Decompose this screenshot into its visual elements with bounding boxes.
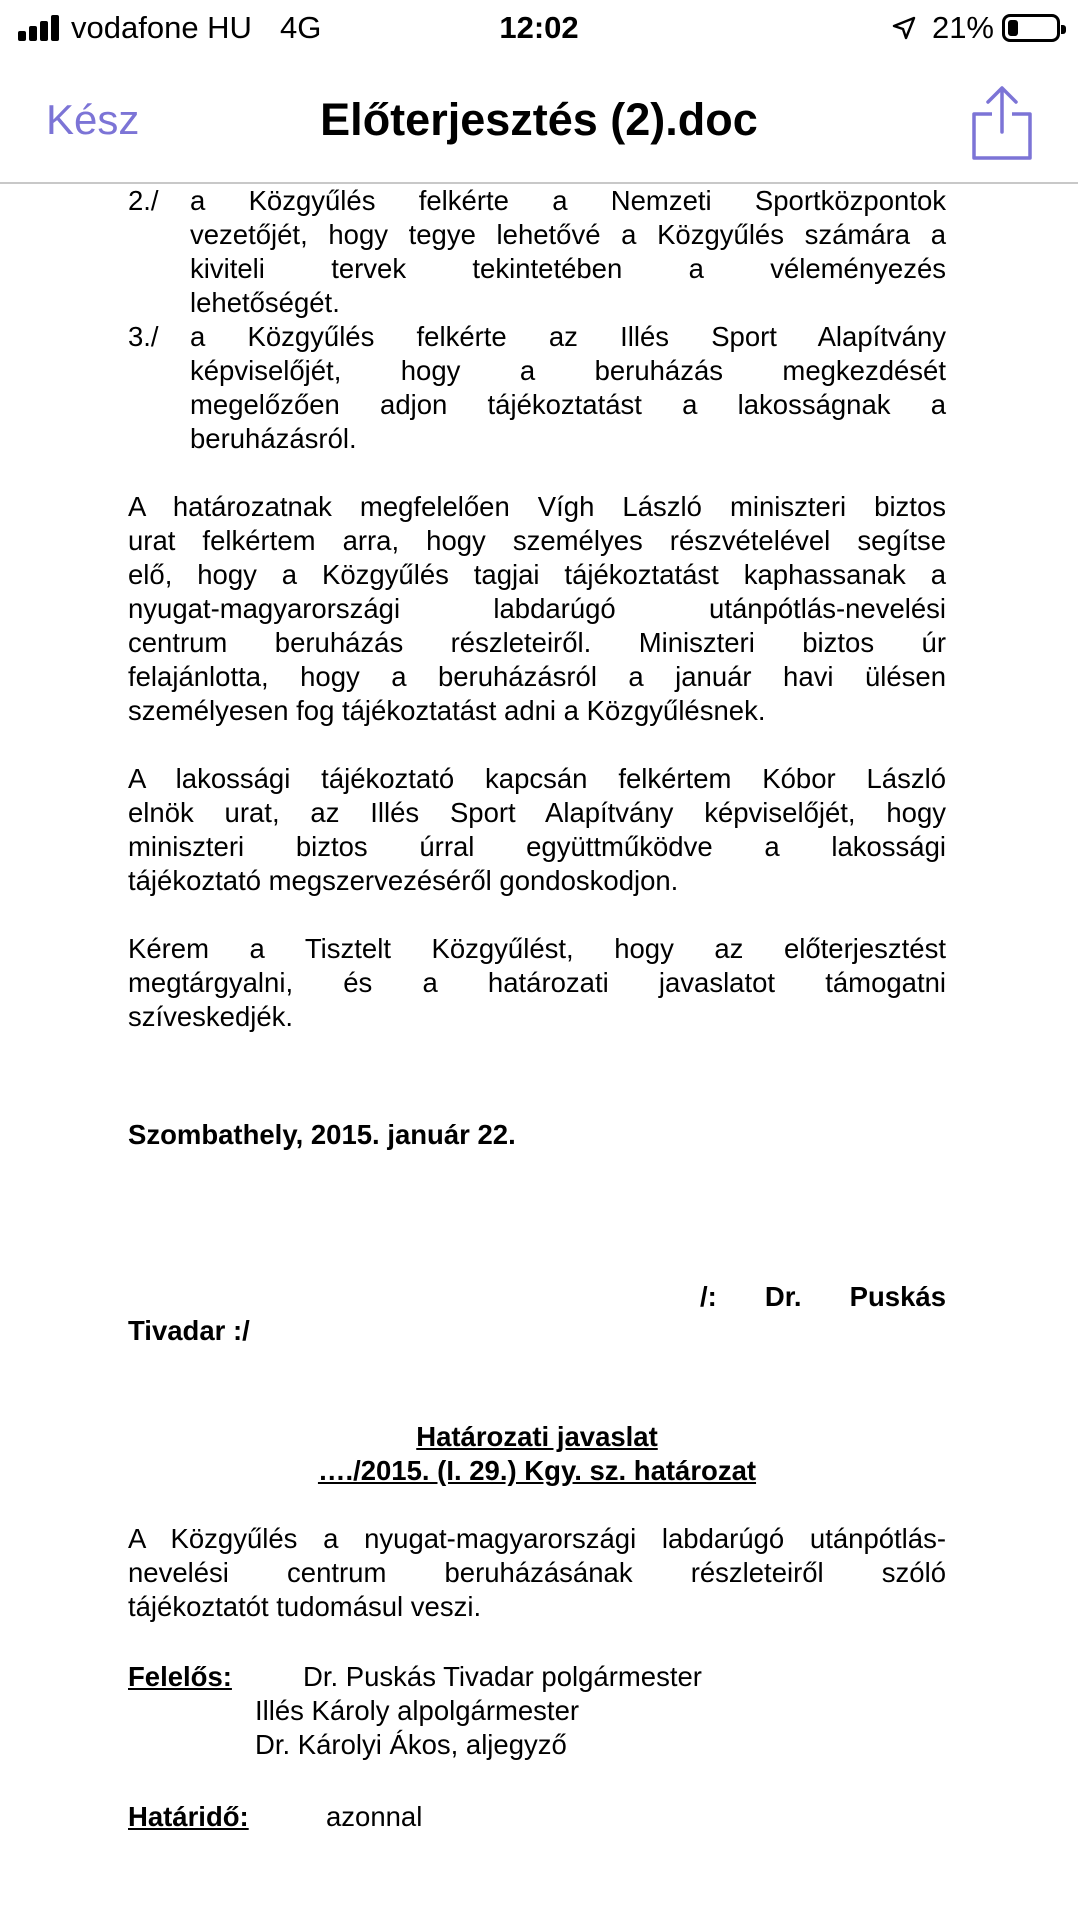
text-line: nyugat-magyarországi labdarúgó utánpótlás-nevelési (128, 593, 946, 624)
done-button[interactable]: Kész (46, 96, 140, 143)
text-line: tájékoztatót tudomásul veszi. (128, 1591, 482, 1622)
network-type: 4G (279, 10, 322, 45)
text-line: lehetőségét. (190, 287, 340, 318)
responsible-label: Felelős: (128, 1661, 232, 1692)
status-time: 12:02 (499, 10, 579, 45)
text-line: beruházásról. (190, 423, 357, 454)
text-line: elő, hogy a Közgyűlés tagjai tájékoztatást kaphassanak a (128, 559, 946, 590)
resolution-title: Határozati javaslat (416, 1421, 658, 1452)
responsible-section (128, 1660, 946, 1762)
list-item-text (190, 184, 946, 320)
text-line: Kérem a Tisztelt Közgyűlést, hogy az előterjesztést (128, 933, 946, 964)
text-line: felajánlotta, hogy a beruházásról a január havi ülésen (128, 661, 946, 692)
resolution-number: …./2015. (I. 29.) Kgy. sz. határozat (317, 1455, 757, 1486)
battery-fill (1008, 20, 1018, 36)
text-line: urat felkértem arra, hogy személyes részvételével segítse (128, 525, 946, 556)
text-line: szíveskedjék. (128, 1001, 294, 1032)
text-line: a Közgyűlés felkérte a Nemzeti Sportközpontok (190, 185, 946, 216)
share-icon[interactable] (970, 82, 1034, 162)
text-line: kiviteli tervek tekintetében a véleményezés (190, 253, 946, 284)
responsible-person: Dr. Puskás Tivadar polgármester (303, 1661, 702, 1692)
text-line: centrum beruházás részleteiről. Miniszteri biztos úr (128, 627, 946, 658)
signature-line: Tivadar :/ (128, 1315, 250, 1346)
responsible-person: Illés Károly alpolgármester (255, 1695, 580, 1726)
document-content (128, 184, 946, 1834)
text-line: megelőzően adjon tájékoztatást a lakosságnak a (190, 389, 946, 420)
battery-percent: 21% (931, 10, 994, 45)
list-item-text (190, 320, 946, 456)
text-line: miniszteri biztos úrral együttműködve a lakossági (128, 831, 946, 862)
text-line: a Közgyűlés felkérte az Illés Sport Alapítvány (190, 321, 946, 352)
battery-icon (1002, 14, 1060, 42)
deadline-value: azonnal (326, 1801, 423, 1832)
battery-tip (1061, 25, 1066, 34)
resolution-text (128, 1522, 946, 1624)
text-line: vezetőjét, hogy tegye lehetővé a Közgyűlés számára a (190, 219, 946, 250)
responsible-row (128, 1660, 946, 1694)
list-item-number: 3./ (128, 321, 159, 352)
text-line: megtárgyalni, és a határozati javaslatot támogatni (128, 967, 946, 998)
paragraph (128, 490, 946, 728)
paragraph (128, 762, 946, 898)
list-item (128, 320, 946, 456)
location-arrow-icon (892, 16, 916, 40)
text-line: tájékoztató megszervezéséről gondoskodjon. (128, 865, 679, 896)
text-line: személyesen fog tájékoztatást adni a Közgyűlésnek. (128, 695, 766, 726)
text-line: A határozatnak megfelelően Vígh László miniszteri biztos (128, 491, 946, 522)
text-line: képviselőjét, hogy a beruházás megkezdését (190, 355, 946, 386)
signature-line: /: Dr. Puskás (700, 1281, 946, 1312)
document-title: Előterjesztés (2).doc (320, 94, 758, 145)
responsible-person: Dr. Károlyi Ákos, aljegyző (255, 1729, 567, 1760)
list-item-number: 2./ (128, 185, 159, 216)
text-line: A Közgyűlés a nyugat-magyarországi labdarúgó utánpótlás- (128, 1523, 946, 1554)
status-bar (0, 0, 1078, 60)
deadline-row (128, 1800, 946, 1834)
list-item (128, 184, 946, 320)
navigation-bar (0, 62, 1078, 184)
status-right (892, 10, 1060, 46)
place-date: Szombathely, 2015. január 22. (128, 1119, 516, 1150)
text-line: nevelési centrum beruházásának részleteiről szóló (128, 1557, 946, 1588)
carrier-name: vodafone HU (71, 10, 252, 45)
paragraph (128, 932, 946, 1034)
text-line: elnök urat, az Illés Sport Alapítvány képviselőjét, hogy (128, 797, 946, 828)
text-line: A lakossági tájékoztató kapcsán felkértem Kóbor László (128, 763, 946, 794)
deadline-label: Határidő: (128, 1801, 249, 1832)
